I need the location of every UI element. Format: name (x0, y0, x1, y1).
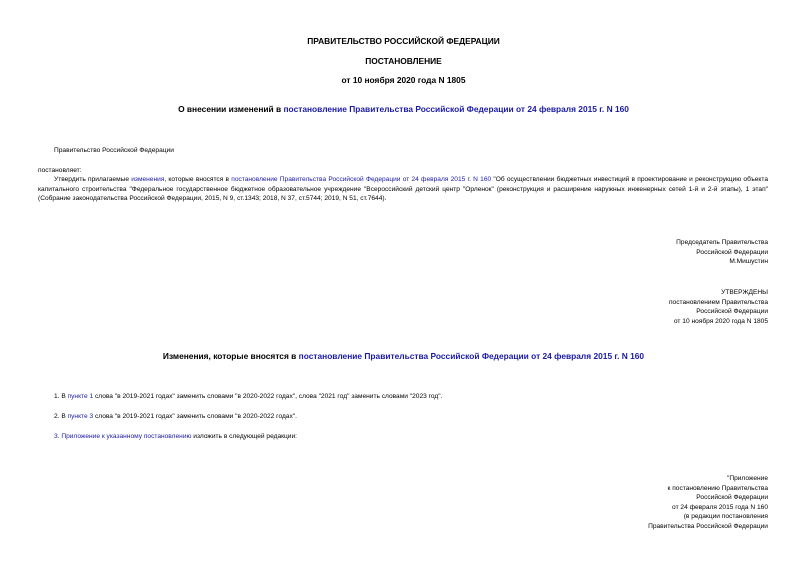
appendix-line-2: к постановлению Правительства (667, 484, 768, 492)
para-mid: , которые вносятся в (164, 176, 232, 183)
appendix-line-6: Правительства Российской Федерации (648, 522, 768, 530)
changes-title-link[interactable]: постановление Правительства Российской Федерации от 24 февраля 2015 г. N 160 (298, 351, 645, 361)
appendix-line-5: (в редакции постановления (683, 513, 768, 520)
document-title-prefix: О внесении изменений в (178, 104, 284, 114)
item1-prefix: 1. В (54, 393, 68, 400)
change-item-1 (54, 392, 442, 402)
resolution-link[interactable]: постановление Правительства Российской Федерации от 24 февраля 2015 г. N 160 (231, 176, 492, 183)
header-org: ПРАВИТЕЛЬСТВО РОССИЙСКОЙ ФЕДЕРАЦИИ (307, 36, 500, 46)
para-rest: "Об осуществлении бюджетных инвестиций в проектирование и реконструкцию объекта капитального строительства "Федеральное государственное бюджетное образовательное учреждение "Всероссийский детский центр "Орленок" (реконструкция и расширение наружных инженерных сетей 1-й и 2-й этапы), 1 этап" (Собрание законодательства Российской Федерации, 2015, N 9, ст.1343; 2018, N 37, ст.5744; 2019, N 51, ст.7644). (38, 176, 768, 203)
change-item-3 (54, 432, 297, 442)
government-label: Правительство Российской Федерации (54, 147, 174, 154)
approved-line-3: Российской Федерации (696, 308, 768, 315)
header-date-number: от 10 ноября 2020 года N 1805 (341, 75, 466, 85)
approved-line-1: УТВЕРЖДЕНЫ (721, 289, 768, 296)
appendix-line-4: от 24 февраля 2015 года N 160 (672, 503, 768, 511)
signature-line-2: Российской Федерации (696, 248, 768, 256)
appendix-block (648, 474, 768, 531)
appendix-line-1: "Приложение (726, 475, 768, 482)
para-prefix: Утвердить прилагаемые (54, 176, 132, 183)
document-title-link[interactable]: постановление Правительства Российской Федерации от 24 февраля 2015 г. N 160 (283, 104, 629, 114)
changes-link[interactable]: изменения (131, 176, 165, 183)
item2-link[interactable]: пункте 3 (67, 413, 94, 420)
approved-line-4: от 10 ноября 2020 года N 1805 (673, 317, 768, 325)
item2-prefix: 2. В (54, 413, 68, 420)
approved-block (669, 288, 768, 326)
signature-block (676, 238, 768, 267)
signature-line-1: Председатель Правительства (676, 239, 768, 246)
document-title (0, 104, 807, 114)
appendix-line-3: Российской Федерации (696, 494, 768, 501)
header-doc-type: ПОСТАНОВЛЕНИЕ (365, 56, 442, 66)
resolves-label: постановляет: (38, 167, 82, 174)
signature-line-3: М.Мишустин (729, 258, 768, 265)
item1-rest: слова "в 2019-2021 годах" заменить словами "в 2020-2022 годах", слова "2021 год" заменить словами "2023 год". (93, 393, 443, 400)
item2-rest: слова "в 2019-2021 годах" заменить словами "в 2020-2022 годах". (93, 413, 297, 420)
item3-link[interactable]: 3. Приложение к указанному постановлению (54, 433, 192, 440)
change-item-2 (54, 412, 297, 422)
item3-rest: изложить в следующей редакции: (191, 433, 298, 440)
approved-line-2: постановлением Правительства (668, 298, 768, 306)
resolution-paragraph (38, 175, 768, 204)
changes-title-prefix: Изменения, которые вносятся в (162, 351, 299, 361)
changes-title (0, 351, 807, 361)
item1-link[interactable]: пункте 1 (67, 393, 94, 400)
